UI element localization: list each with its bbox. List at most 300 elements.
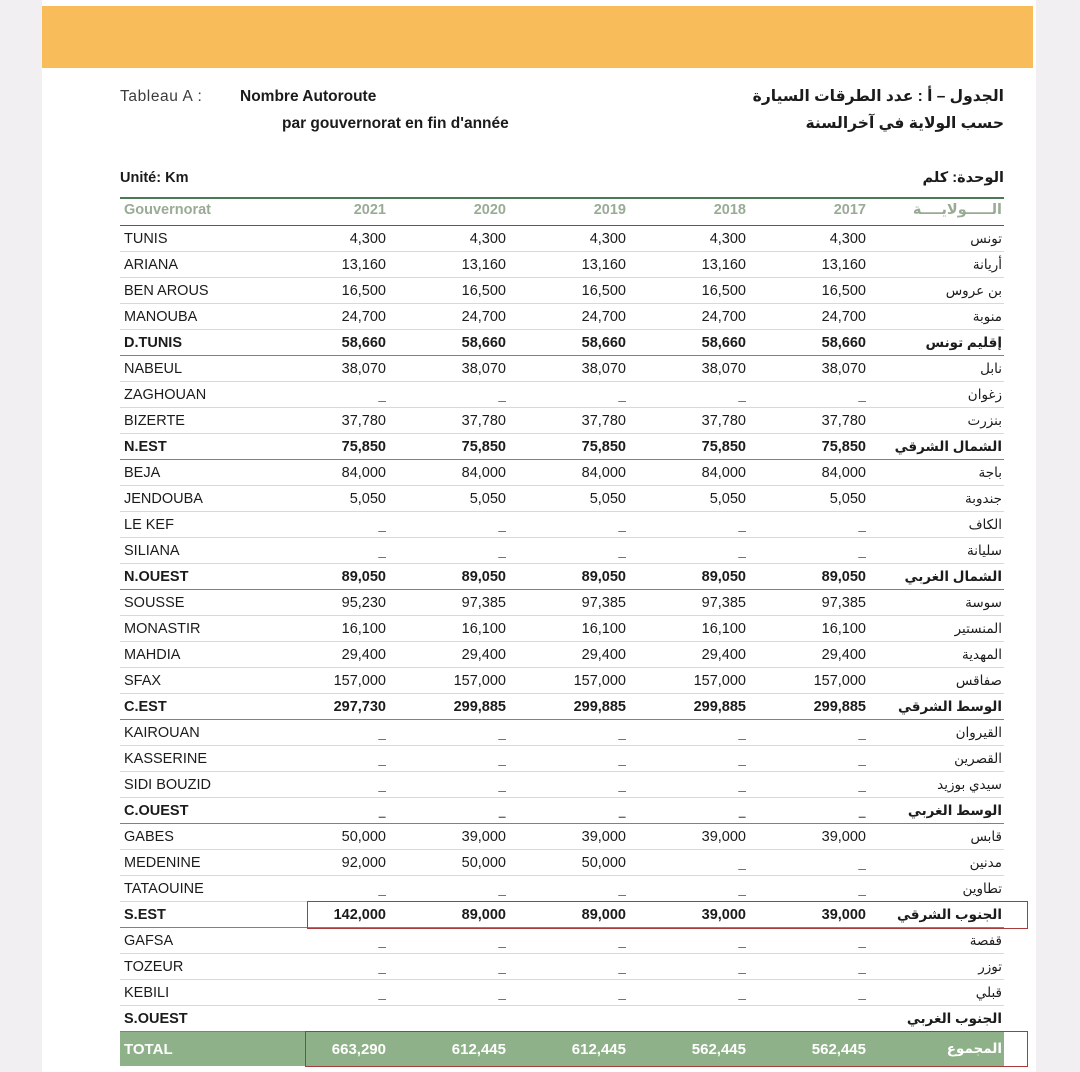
- cell-gouvernorat: TATAOUINE: [120, 876, 294, 902]
- cell-value-2017: 29,400: [774, 642, 894, 668]
- dash-placeholder: –: [738, 938, 746, 954]
- table-row: [120, 252, 1004, 278]
- cell-value-2020: 89,050: [414, 564, 534, 590]
- cell-gouvernorat-arabic: الجنوب الشرقي: [894, 902, 1004, 928]
- table-row-subtotal: [120, 902, 1004, 928]
- dash-placeholder: –: [738, 964, 746, 980]
- cell-value-2019: 75,850: [534, 434, 654, 460]
- table-row: [120, 668, 1004, 694]
- title-block: [42, 72, 1036, 162]
- dash-placeholder: –: [618, 808, 626, 824]
- cell-value-2019: 97,385: [534, 590, 654, 616]
- cell-gouvernorat-arabic: سليانة: [894, 538, 1004, 564]
- table-row-total: [120, 1032, 1004, 1067]
- cell-value-2017: [774, 512, 894, 538]
- table-row-subtotal: [120, 798, 1004, 824]
- table-row-subtotal: [120, 564, 1004, 590]
- dash-placeholder: –: [498, 964, 506, 980]
- autoroute-table: [120, 197, 1004, 1066]
- cell-gouvernorat: MAHDIA: [120, 642, 294, 668]
- cell-value-2020: [414, 720, 534, 746]
- cell-value-2017: 16,500: [774, 278, 894, 304]
- table-row: [120, 278, 1004, 304]
- dash-placeholder: –: [738, 860, 746, 876]
- cell-value-2017: [774, 746, 894, 772]
- dash-placeholder: –: [738, 782, 746, 798]
- dash-placeholder: –: [378, 964, 386, 980]
- cell-value-2018: [654, 1006, 774, 1032]
- cell-gouvernorat: BEN AROUS: [120, 278, 294, 304]
- cell-value-2017: [774, 798, 894, 824]
- cell-value-2017: [774, 928, 894, 954]
- dash-placeholder: –: [498, 392, 506, 408]
- dash-placeholder: –: [858, 808, 866, 824]
- cell-gouvernorat-arabic: الشمال الشرقي: [894, 434, 1004, 460]
- cell-value-2018: 39,000: [654, 902, 774, 928]
- cell-value-2017: [774, 538, 894, 564]
- cell-value-2019: 37,780: [534, 408, 654, 434]
- table-row: [120, 226, 1004, 252]
- dash-placeholder: –: [498, 782, 506, 798]
- cell-value-2021: [294, 876, 414, 902]
- cell-value-2017: 37,780: [774, 408, 894, 434]
- column-header-arabic: الـــــولايــــة: [894, 198, 1004, 226]
- cell-value-2019: [534, 538, 654, 564]
- cell-value-2019: [534, 746, 654, 772]
- cell-value-2020: 24,700: [414, 304, 534, 330]
- cell-value-2021: [294, 1006, 414, 1032]
- dash-placeholder: –: [378, 522, 386, 538]
- table-row: [120, 772, 1004, 798]
- cell-gouvernorat-arabic: سيدي بوزيد: [894, 772, 1004, 798]
- cell-value-2018: 58,660: [654, 330, 774, 356]
- dash-placeholder: –: [378, 938, 386, 954]
- dash-placeholder: –: [378, 886, 386, 902]
- cell-value-2020: [414, 1006, 534, 1032]
- dash-placeholder: –: [858, 522, 866, 538]
- dash-placeholder: –: [858, 548, 866, 564]
- cell-gouvernorat: KAIROUAN: [120, 720, 294, 746]
- cell-value-2017: 24,700: [774, 304, 894, 330]
- cell-gouvernorat-arabic: الشمال الغربي: [894, 564, 1004, 590]
- table-row: [120, 720, 1004, 746]
- cell-value-2017: 97,385: [774, 590, 894, 616]
- cell-value-2018: [654, 746, 774, 772]
- cell-value-2020: 37,780: [414, 408, 534, 434]
- cell-gouvernorat: MANOUBA: [120, 304, 294, 330]
- cell-value-2018: [654, 798, 774, 824]
- table-row-subtotal: [120, 1006, 1004, 1032]
- cell-value-2021: 75,850: [294, 434, 414, 460]
- cell-value-2020: 4,300: [414, 226, 534, 252]
- cell-gouvernorat: SILIANA: [120, 538, 294, 564]
- cell-value-2021: 29,400: [294, 642, 414, 668]
- cell-value-2018: 562,445: [654, 1032, 774, 1067]
- cell-value-2018: 37,780: [654, 408, 774, 434]
- table-row: [120, 824, 1004, 850]
- cell-value-2019: [534, 1006, 654, 1032]
- dash-placeholder: –: [618, 886, 626, 902]
- table-row: [120, 954, 1004, 980]
- cell-value-2018: 4,300: [654, 226, 774, 252]
- cell-value-2020: [414, 382, 534, 408]
- cell-value-2021: [294, 954, 414, 980]
- dash-placeholder: –: [378, 990, 386, 1006]
- unit-row: [42, 170, 1036, 196]
- cell-value-2021: [294, 720, 414, 746]
- cell-value-2020: 29,400: [414, 642, 534, 668]
- cell-value-2021: 37,780: [294, 408, 414, 434]
- cell-value-2017: 299,885: [774, 694, 894, 720]
- cell-value-2020: [414, 538, 534, 564]
- cell-value-2018: [654, 980, 774, 1006]
- cell-gouvernorat: N.OUEST: [120, 564, 294, 590]
- cell-value-2020: [414, 798, 534, 824]
- cell-value-2021: 38,070: [294, 356, 414, 382]
- dash-placeholder: –: [498, 756, 506, 772]
- cell-value-2021: 92,000: [294, 850, 414, 876]
- cell-value-2018: [654, 772, 774, 798]
- dash-placeholder: –: [618, 964, 626, 980]
- cell-value-2019: 38,070: [534, 356, 654, 382]
- dash-placeholder: –: [498, 522, 506, 538]
- cell-gouvernorat: S.OUEST: [120, 1006, 294, 1032]
- dash-placeholder: –: [618, 522, 626, 538]
- cell-value-2019: 157,000: [534, 668, 654, 694]
- cell-value-2019: 16,100: [534, 616, 654, 642]
- table-row-subtotal: [120, 330, 1004, 356]
- cell-value-2018: [654, 720, 774, 746]
- cell-value-2020: 84,000: [414, 460, 534, 486]
- dash-placeholder: –: [618, 990, 626, 1006]
- cell-value-2019: [534, 720, 654, 746]
- cell-gouvernorat-arabic: قبلي: [894, 980, 1004, 1006]
- cell-value-2019: 299,885: [534, 694, 654, 720]
- cell-value-2021: 58,660: [294, 330, 414, 356]
- cell-value-2017: 38,070: [774, 356, 894, 382]
- cell-gouvernorat: ARIANA: [120, 252, 294, 278]
- table-row: [120, 408, 1004, 434]
- dash-placeholder: –: [378, 782, 386, 798]
- table-label-fr: Tableau A :: [120, 88, 203, 105]
- unit-label-fr: Unité: Km: [120, 170, 189, 186]
- dash-placeholder: –: [498, 938, 506, 954]
- cell-value-2018: [654, 928, 774, 954]
- dash-placeholder: –: [378, 548, 386, 564]
- cell-value-2019: [534, 980, 654, 1006]
- cell-value-2021: [294, 538, 414, 564]
- cell-gouvernorat-arabic: أريانة: [894, 252, 1004, 278]
- cell-value-2019: 24,700: [534, 304, 654, 330]
- cell-gouvernorat-arabic: القصرين: [894, 746, 1004, 772]
- dash-placeholder: –: [498, 990, 506, 1006]
- cell-value-2021: 16,500: [294, 278, 414, 304]
- cell-value-2021: [294, 798, 414, 824]
- cell-value-2017: 58,660: [774, 330, 894, 356]
- table-row-subtotal: [120, 434, 1004, 460]
- cell-value-2019: 89,000: [534, 902, 654, 928]
- cell-value-2019: 16,500: [534, 278, 654, 304]
- cell-value-2019: 29,400: [534, 642, 654, 668]
- cell-gouvernorat: TOTAL: [120, 1032, 294, 1067]
- cell-value-2017: 562,445: [774, 1032, 894, 1067]
- cell-value-2020: [414, 876, 534, 902]
- cell-value-2020: [414, 772, 534, 798]
- cell-value-2018: 5,050: [654, 486, 774, 512]
- cell-gouvernorat: ZAGHOUAN: [120, 382, 294, 408]
- cell-value-2019: [534, 954, 654, 980]
- table-row: [120, 460, 1004, 486]
- cell-value-2020: [414, 954, 534, 980]
- table-row: [120, 850, 1004, 876]
- dash-placeholder: –: [618, 938, 626, 954]
- cell-gouvernorat: GAFSA: [120, 928, 294, 954]
- column-header-2020: 2020: [414, 198, 534, 226]
- cell-value-2019: [534, 928, 654, 954]
- document-page: [42, 0, 1036, 1072]
- dash-placeholder: –: [378, 756, 386, 772]
- cell-value-2018: 13,160: [654, 252, 774, 278]
- table-row: [120, 382, 1004, 408]
- cell-value-2020: 97,385: [414, 590, 534, 616]
- table-title-ar-line1: الجدول – أ : عدد الطرقات السيارة: [752, 88, 1004, 105]
- cell-value-2021: 5,050: [294, 486, 414, 512]
- table-row: [120, 928, 1004, 954]
- cell-value-2020: 75,850: [414, 434, 534, 460]
- cell-value-2019: 13,160: [534, 252, 654, 278]
- cell-value-2021: 84,000: [294, 460, 414, 486]
- cell-gouvernorat-arabic: جندوبة: [894, 486, 1004, 512]
- dash-placeholder: –: [498, 548, 506, 564]
- table-row: [120, 746, 1004, 772]
- cell-value-2021: 95,230: [294, 590, 414, 616]
- cell-value-2020: 38,070: [414, 356, 534, 382]
- data-table-wrapper: [120, 197, 1004, 1066]
- cell-value-2021: [294, 980, 414, 1006]
- cell-gouvernorat-arabic: الجنوب الغربي: [894, 1006, 1004, 1032]
- dash-placeholder: –: [738, 392, 746, 408]
- cell-gouvernorat-arabic: سوسة: [894, 590, 1004, 616]
- cell-value-2018: 39,000: [654, 824, 774, 850]
- cell-value-2017: 75,850: [774, 434, 894, 460]
- table-title-fr-line2: par gouvernorat en fin d'année: [282, 115, 509, 132]
- cell-value-2020: [414, 980, 534, 1006]
- dash-placeholder: –: [498, 730, 506, 746]
- cell-gouvernorat: LE KEF: [120, 512, 294, 538]
- cell-value-2021: [294, 928, 414, 954]
- dash-placeholder: –: [858, 392, 866, 408]
- cell-value-2017: [774, 772, 894, 798]
- cell-value-2018: 24,700: [654, 304, 774, 330]
- cell-value-2020: 612,445: [414, 1032, 534, 1067]
- cell-value-2018: [654, 538, 774, 564]
- cell-gouvernorat-arabic: قفصة: [894, 928, 1004, 954]
- cell-value-2019: 612,445: [534, 1032, 654, 1067]
- cell-gouvernorat-arabic: الوسط الغربي: [894, 798, 1004, 824]
- cell-value-2019: 5,050: [534, 486, 654, 512]
- dash-placeholder: –: [738, 808, 746, 824]
- cell-gouvernorat: BIZERTE: [120, 408, 294, 434]
- cell-value-2021: 50,000: [294, 824, 414, 850]
- cell-value-2019: 84,000: [534, 460, 654, 486]
- cell-value-2020: 13,160: [414, 252, 534, 278]
- cell-value-2019: 50,000: [534, 850, 654, 876]
- cell-gouvernorat: GABES: [120, 824, 294, 850]
- dash-placeholder: –: [738, 756, 746, 772]
- cell-value-2021: 89,050: [294, 564, 414, 590]
- cell-value-2021: 24,700: [294, 304, 414, 330]
- table-row: [120, 486, 1004, 512]
- table-row-subtotal: [120, 694, 1004, 720]
- cell-value-2020: 157,000: [414, 668, 534, 694]
- cell-gouvernorat: NABEUL: [120, 356, 294, 382]
- dash-placeholder: –: [858, 756, 866, 772]
- cell-gouvernorat: MONASTIR: [120, 616, 294, 642]
- cell-gouvernorat: KASSERINE: [120, 746, 294, 772]
- cell-value-2020: 299,885: [414, 694, 534, 720]
- cell-gouvernorat-arabic: بنزرت: [894, 408, 1004, 434]
- dash-placeholder: –: [738, 886, 746, 902]
- dash-placeholder: –: [858, 964, 866, 980]
- cell-value-2020: 16,100: [414, 616, 534, 642]
- cell-value-2017: [774, 954, 894, 980]
- cell-value-2019: [534, 798, 654, 824]
- cell-gouvernorat: SOUSSE: [120, 590, 294, 616]
- cell-value-2017: [774, 850, 894, 876]
- cell-gouvernorat: N.EST: [120, 434, 294, 460]
- cell-value-2017: 39,000: [774, 824, 894, 850]
- dash-placeholder: –: [738, 548, 746, 564]
- cell-value-2020: 50,000: [414, 850, 534, 876]
- unit-label-ar: الوحدة: كلم: [922, 170, 1004, 186]
- cell-gouvernorat-arabic: المهدية: [894, 642, 1004, 668]
- table-row: [120, 590, 1004, 616]
- cell-value-2019: 39,000: [534, 824, 654, 850]
- table-row: [120, 512, 1004, 538]
- cell-value-2018: 157,000: [654, 668, 774, 694]
- cell-gouvernorat: BEJA: [120, 460, 294, 486]
- cell-gouvernorat: C.OUEST: [120, 798, 294, 824]
- dash-placeholder: –: [378, 392, 386, 408]
- column-header-2017: 2017: [774, 198, 894, 226]
- cell-value-2019: [534, 772, 654, 798]
- cell-gouvernorat-arabic: توزر: [894, 954, 1004, 980]
- cell-gouvernorat: D.TUNIS: [120, 330, 294, 356]
- cell-value-2019: [534, 512, 654, 538]
- cell-value-2017: 16,100: [774, 616, 894, 642]
- cell-value-2020: [414, 928, 534, 954]
- cell-value-2018: 75,850: [654, 434, 774, 460]
- table-row: [120, 538, 1004, 564]
- dash-placeholder: –: [618, 730, 626, 746]
- cell-value-2019: 89,050: [534, 564, 654, 590]
- dash-placeholder: –: [618, 782, 626, 798]
- cell-value-2017: 89,050: [774, 564, 894, 590]
- cell-value-2017: 13,160: [774, 252, 894, 278]
- orange-header-banner: [42, 6, 1033, 68]
- cell-gouvernorat: SIDI BOUZID: [120, 772, 294, 798]
- table-row: [120, 304, 1004, 330]
- dash-placeholder: –: [858, 886, 866, 902]
- cell-value-2017: 39,000: [774, 902, 894, 928]
- cell-value-2020: [414, 512, 534, 538]
- cell-value-2020: [414, 746, 534, 772]
- cell-gouvernorat-arabic: الكاف: [894, 512, 1004, 538]
- cell-gouvernorat-arabic: نابل: [894, 356, 1004, 382]
- cell-value-2018: [654, 876, 774, 902]
- cell-value-2017: 157,000: [774, 668, 894, 694]
- dash-placeholder: –: [738, 730, 746, 746]
- dash-placeholder: –: [618, 392, 626, 408]
- cell-value-2021: 142,000: [294, 902, 414, 928]
- cell-value-2017: [774, 382, 894, 408]
- table-row: [120, 980, 1004, 1006]
- column-header-2021: 2021: [294, 198, 414, 226]
- table-title-ar-line2: حسب الولاية في آخرالسنة: [805, 115, 1004, 132]
- cell-value-2020: 39,000: [414, 824, 534, 850]
- cell-gouvernorat-arabic: بن عروس: [894, 278, 1004, 304]
- cell-value-2017: 84,000: [774, 460, 894, 486]
- cell-value-2021: 297,730: [294, 694, 414, 720]
- cell-value-2018: [654, 382, 774, 408]
- cell-gouvernorat: S.EST: [120, 902, 294, 928]
- cell-gouvernorat: KEBILI: [120, 980, 294, 1006]
- cell-value-2021: 16,100: [294, 616, 414, 642]
- cell-value-2021: 4,300: [294, 226, 414, 252]
- cell-value-2021: 663,290: [294, 1032, 414, 1067]
- cell-value-2018: [654, 512, 774, 538]
- cell-gouvernorat: MEDENINE: [120, 850, 294, 876]
- dash-placeholder: –: [738, 990, 746, 1006]
- table-row: [120, 876, 1004, 902]
- cell-gouvernorat-arabic: تطاوين: [894, 876, 1004, 902]
- header-row: [120, 198, 1004, 226]
- cell-gouvernorat-arabic: القيروان: [894, 720, 1004, 746]
- cell-gouvernorat-arabic: إقليم تونس: [894, 330, 1004, 356]
- cell-value-2021: [294, 382, 414, 408]
- dash-placeholder: –: [858, 938, 866, 954]
- cell-value-2018: 29,400: [654, 642, 774, 668]
- cell-value-2021: 157,000: [294, 668, 414, 694]
- cell-value-2018: 89,050: [654, 564, 774, 590]
- cell-gouvernorat: TOZEUR: [120, 954, 294, 980]
- cell-gouvernorat-arabic: صفاقس: [894, 668, 1004, 694]
- cell-value-2017: [774, 980, 894, 1006]
- cell-value-2020: 5,050: [414, 486, 534, 512]
- cell-value-2018: 84,000: [654, 460, 774, 486]
- cell-gouvernorat: JENDOUBA: [120, 486, 294, 512]
- cell-value-2019: [534, 382, 654, 408]
- dash-placeholder: –: [738, 522, 746, 538]
- column-header-2019: 2019: [534, 198, 654, 226]
- cell-gouvernorat-arabic: الوسط الشرقي: [894, 694, 1004, 720]
- dash-placeholder: –: [858, 730, 866, 746]
- cell-value-2017: [774, 1006, 894, 1032]
- cell-gouvernorat-arabic: مدنين: [894, 850, 1004, 876]
- dash-placeholder: –: [498, 886, 506, 902]
- cell-value-2018: 97,385: [654, 590, 774, 616]
- table-title-fr-line1: Nombre Autoroute: [240, 88, 377, 105]
- cell-value-2021: [294, 746, 414, 772]
- dash-placeholder: –: [378, 808, 386, 824]
- cell-value-2019: 58,660: [534, 330, 654, 356]
- cell-gouvernorat-arabic: قابس: [894, 824, 1004, 850]
- cell-value-2017: [774, 876, 894, 902]
- cell-value-2018: 38,070: [654, 356, 774, 382]
- dash-placeholder: –: [618, 548, 626, 564]
- cell-value-2018: [654, 850, 774, 876]
- cell-value-2020: 89,000: [414, 902, 534, 928]
